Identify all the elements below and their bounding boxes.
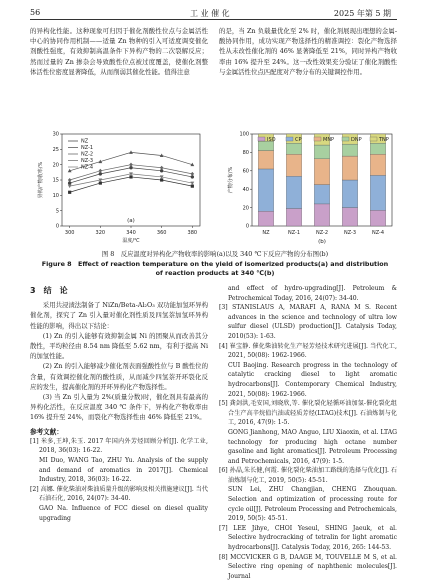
- reference-6: [6] 孙晶,朱长健,何霞. 催化裂化柴油加工路线的选择与优化[J]. 石油炼制与化工, 2019, 50(5): 45-51.: [219, 467, 397, 484]
- bar-segment: [342, 144, 357, 156]
- bar-segment: [342, 180, 357, 208]
- legend-swatch: [342, 137, 349, 141]
- top-right-paragraph: 的是，当 Zn 负载量优化至 2% 时，催化剂展现出理想的金属-酸协同作用，成功实现产物选择性的精准调控：裂化产物选择性从未改性催化剂的 46% 显著降低至 21%，同时异构产物收率由 16% 提升至 24%。这一改性效果充分验证了催化剂酸性与金属活性位点匹配度对产物分布的关键调控作用。: [219, 27, 397, 76]
- bar-segment: [286, 176, 301, 208]
- reference-3: [3] STANISLAUS A, MARAFI A, RANA M S. Recent advances in the science and technology of ultra low sulfur diesel (ULSD) production[J]. Catalysis Today, 2010(53): 1-63.: [219, 304, 397, 340]
- legend-label: NZ-1: [81, 145, 94, 152]
- figure-caption-en: [40, 260, 390, 278]
- y-tick-label: 25: [52, 147, 59, 154]
- reference-2-en: GAO Na. Influence of FCC diesel on diesel quality upgrading: [39, 505, 208, 522]
- bar-segment: [370, 175, 385, 210]
- x-tick-label: 360: [156, 230, 167, 236]
- x-tick-label: 300: [64, 230, 75, 236]
- legend-swatch: [258, 137, 265, 141]
- x-tick-label: NZ-4: [371, 230, 385, 236]
- legend-label: DNP: [351, 136, 362, 143]
- page-number: 56: [30, 8, 41, 17]
- reference-1: [1] 米多,王坤,朱玉. 2017 年国内外芳烃回顾分析[J]. 化学工业, 2018, 36(03): 16-22.: [30, 437, 208, 455]
- bar-segment: [258, 211, 273, 226]
- x-tick-label: NZ: [262, 230, 270, 236]
- bar-segment: [370, 154, 385, 175]
- x-tick-label: NZ-2: [315, 230, 329, 236]
- reference-6-en: SUN Lei, ZHU Changjian, CHENG Zhouquan. Selection and optimization of processing route for cycle oil[J]. Petroleum Processing and Petrochemicals, 2019, 50(5): 45-51.: [228, 486, 397, 523]
- y-tick-label: 20: [52, 162, 59, 169]
- figure-caption-en-line1: Figure 8 Effect of reaction temperature on the yield of isomerized products(a) and distribution: [41, 260, 389, 268]
- y-tick-label: 100: [239, 131, 249, 138]
- references-right-column: [219, 284, 397, 581]
- data-point: [191, 172, 195, 176]
- top-left-paragraph: 的异构化性能。这种现象可归因于催化剂酸性位点与金属活性中心的协同作用机制——适量 Zn 物种的引入可适度调变催化剂酸性强度，有效抑制高温条件下异构产物的二次裂解反应；然而过量的 Zn 掺杂会导致酸性位点被过度覆盖，使催化剂整体活性位密度显著降低，从而削弱其催化性能。值得注意: [30, 27, 208, 76]
- conclusion-item-3: (3) 当 Zn 引入量为 2%(质量分数)时，催化剂具有最高的异构化活性，在反应温度 340 ℃ 条件下，异构化产物收率由 16% 提升至 24%，而裂化产物选择性由 46% 降低至 21%。: [30, 393, 208, 422]
- y-tick-label: 10: [52, 193, 59, 200]
- bar-segment: [342, 156, 357, 180]
- legend-swatch: [286, 137, 293, 141]
- data-point: [129, 163, 133, 167]
- conclusion-column: [30, 284, 208, 523]
- y-tick-label: 15: [52, 177, 59, 184]
- x-tick-label: NZ-1: [287, 230, 301, 236]
- section-title: 3 结 论: [30, 286, 68, 295]
- y-tick-label: 0: [55, 223, 59, 230]
- bar-segment: [370, 143, 385, 154]
- bar-segment: [258, 169, 273, 211]
- panel-label-b: (b): [318, 239, 326, 245]
- legend-label: NZ-4: [81, 164, 94, 171]
- bar-segment: [286, 209, 301, 226]
- header-rule: [30, 19, 397, 20]
- bar-segment: [314, 159, 329, 185]
- bar-segment: [314, 204, 329, 226]
- data-point: [99, 169, 103, 173]
- x-tick-label: 380: [187, 230, 198, 236]
- bar-segment: [286, 154, 301, 176]
- legend-swatch: [314, 137, 321, 141]
- figure-8-charts: [30, 128, 400, 248]
- y-tick-label: 20: [242, 205, 249, 212]
- reference-8: [8] MCCVICKER G B, DAAGE M, TOUVELLE M S, et al. Selective ring opening of naphthenic molecules[J]. Journal: [219, 553, 397, 580]
- y-tick-label: 80: [242, 150, 249, 157]
- data-point: [68, 185, 72, 189]
- data-point: [68, 191, 71, 194]
- y-tick-label: 0: [245, 223, 249, 230]
- conclusion-item-2: (2) Zn 的引入能够减少催化剂表面强酸性位与 B 酸性位的含量，有效调控催化剂的酸性质，从而减少四氢萘开环裂化反应的发生，提高催化剂的开环异构化产物选择性。: [30, 362, 208, 391]
- top-right-column: [219, 26, 397, 77]
- panel-label-a: (a): [127, 218, 135, 224]
- bar-segment: [314, 185, 329, 204]
- chart-a: [37, 132, 200, 244]
- reference-5-en: GONG Jianhong, MAO Anguo, LIU Xiaoxin, et al. LTAG technology for producing high octane number gasoline and light aromatics[J]. Petroleum Processing and Petrochemicals, 2016, 47(9): 1-5.: [228, 428, 397, 465]
- conclusion-item-1: (1) Zn 的引入能够有效抑制金属 Ni 的团聚从而改善其分散性，平均粒径由 8.54 nm 降低至 5.62 nm，有利于提高 Ni 的加氢性能。: [30, 331, 208, 361]
- references-heading: 参考文献：: [30, 427, 63, 436]
- y-axis-label: 产物分布/%: [228, 166, 234, 194]
- legend-label: NZ-2: [81, 151, 94, 158]
- reference-7: [7] LEE Jihye, CHOI Yeseul, SHING Jaeuk, et al. Selective hydrocracking of tetralin for light aromatic hydrocarbons[J]. Catalysis Today, 2016, 265: 144-53.: [219, 524, 397, 552]
- bar-segment: [314, 145, 329, 159]
- legend-label: CP: [295, 136, 302, 143]
- data-point: [68, 178, 72, 182]
- x-tick-label: 320: [95, 230, 106, 236]
- reference-5: [5] 龚剑洪,毛安国,刘晓欣,等. 催化裂化轻循环油加氢-催化裂化组合生产高辛烷值汽油或轻质芳烃(LTAG)技术[J]. 石油炼制与化工, 2016, 47(9): 1-5.: [219, 400, 397, 427]
- bar-segment: [342, 208, 357, 226]
- page-header: [0, 0, 427, 20]
- figure-caption-cn: 图 8 反应温度对异构化产物收率的影响(a)以及 340 ℃下反应产物的分布图(b): [101, 250, 329, 258]
- y-tick-label: 5: [55, 208, 59, 215]
- x-tick-label: 340: [126, 230, 136, 236]
- y-tick-label: 40: [242, 186, 249, 193]
- figure-caption-en-line2: of reaction products at 340 ℃(b): [155, 269, 275, 277]
- x-tick-label: NZ-3: [343, 230, 357, 236]
- x-axis-label: 温度/℃: [122, 238, 140, 244]
- legend-swatch: [370, 137, 377, 141]
- reference-2: [2] 高娜. 催化柴油对柴油质量升级的影响及相关措施建议[J]. 当代石油石化, 2016, 24(07): 34-40.: [30, 485, 208, 503]
- bar-segment: [286, 143, 301, 154]
- top-left-column: [30, 26, 208, 77]
- legend-label: TNP: [379, 136, 389, 143]
- data-point: [160, 166, 164, 170]
- y-tick-label: 30: [52, 131, 59, 138]
- y-tick-label: 60: [242, 168, 249, 175]
- legend-label: NZ-3: [81, 158, 94, 165]
- issue-label: 2025 年第 5 期: [333, 9, 391, 18]
- y-axis-label: 异构产物收率/%: [38, 161, 44, 199]
- journal-name: 工 业 催 化: [190, 9, 230, 18]
- data-point: [129, 150, 133, 154]
- chart-b: [227, 132, 392, 245]
- legend-label: NZ: [81, 138, 89, 145]
- figure-8: [30, 128, 400, 248]
- reference-2-en-cont: and effect of hydro-upgrading[J]. Petroleum & Petrochemical Today, 2016, 24(07): 34-40.: [228, 285, 397, 302]
- reference-1-en: MI Duo, WANG Tao, ZHU Yu. Analysis of the supply and demand of aromatics in 2017[J]. Chemical Industry, 2018, 36(03): 16-22.: [39, 457, 208, 484]
- bar-segment: [370, 210, 385, 226]
- reference-4: [4] 崔宝静. 催化柴油转化生产轻芳烃技术研究进展[J]. 当代化工, 2021, 50(08): 1962-1966.: [219, 342, 397, 360]
- conclusion-intro: 采用共浸渍法制备了 NiZn/Beta-Al₂O₃ 双功能加氢环异构催化剂，探究了 Zn 引入量对催化剂性质及四氢萘加氢环异构性能的影响，得出以下结论：: [30, 301, 208, 330]
- legend-label: ISO: [267, 136, 276, 143]
- legend-label: MNP: [323, 136, 335, 143]
- bar-segment: [258, 151, 273, 169]
- reference-4-en: CUI Baojing. Research progress in the technology of catalytic cracking diesel to light aromatic hydrocarbons[J]. Contemporary Chemical Industry, 2021, 50(08): 1962-1966.: [228, 361, 397, 398]
